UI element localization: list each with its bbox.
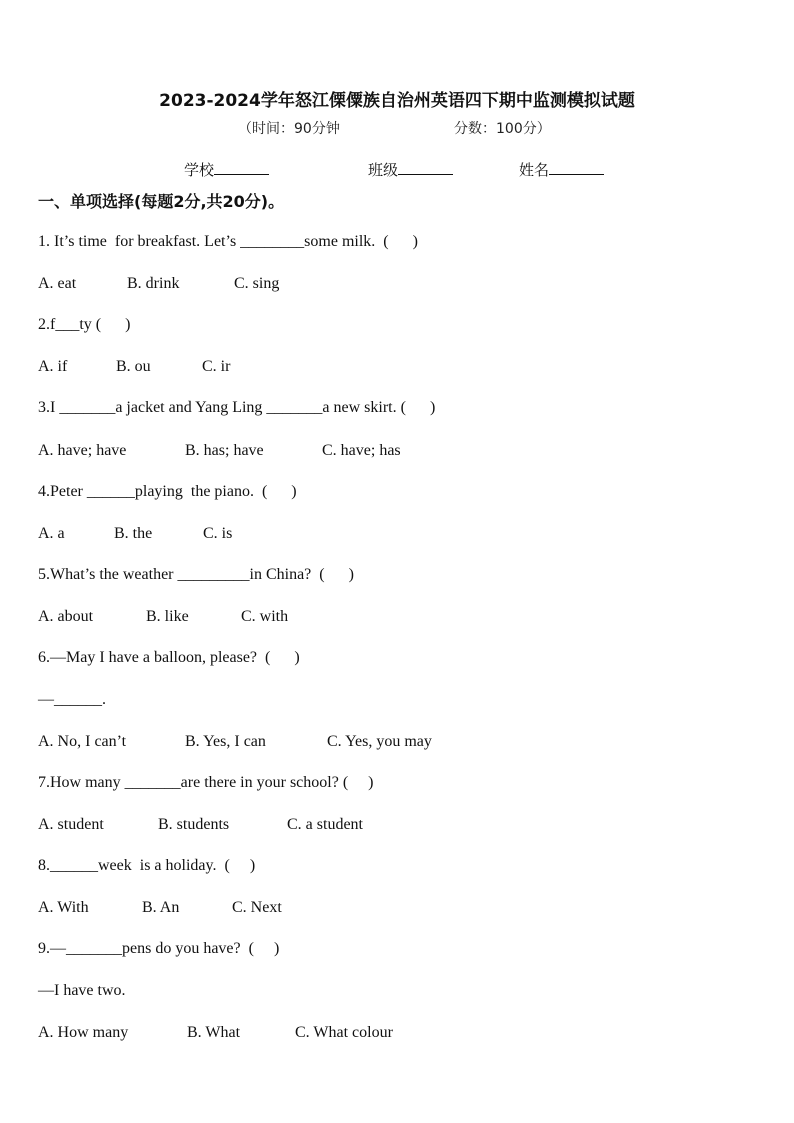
option-a[interactable]: A. With [38, 899, 89, 916]
option-a[interactable]: A. eat [38, 275, 77, 292]
exam-time: （时间：90分钟 [238, 121, 340, 137]
question-2: 2.f___ty ( ) [38, 316, 131, 333]
option-b[interactable]: B. ou [116, 358, 151, 375]
option-c[interactable]: C. ir [202, 358, 231, 375]
option-b[interactable]: B. Yes, I can [185, 733, 266, 750]
option-c[interactable]: C. Yes, you may [327, 733, 432, 750]
section-heading: 一、单项选择(每题2分,共20分)。 [38, 192, 285, 211]
exam-score: 分数：100分） [454, 121, 551, 137]
option-b[interactable]: B. drink [127, 275, 180, 292]
question-3: 3.I _______a jacket and Yang Ling _______a new skirt. ( ) [38, 399, 436, 416]
name-blank[interactable] [549, 160, 604, 175]
question-1: 1. It’s time for breakfast. Let’s ________some milk. ( ) [38, 233, 418, 250]
option-c[interactable]: C. What colour [295, 1024, 393, 1041]
option-a[interactable]: A. a [38, 525, 65, 542]
option-a[interactable]: A. student [38, 816, 104, 833]
option-c[interactable]: C. a student [287, 816, 363, 833]
class-field[interactable] [368, 159, 453, 180]
option-b[interactable]: B. An [142, 899, 180, 916]
question-5: 5.What’s the weather _________in China? ( ) [38, 566, 354, 583]
option-b[interactable]: B. the [114, 525, 153, 542]
option-c[interactable]: C. is [203, 525, 233, 542]
option-c[interactable]: C. Next [232, 899, 282, 916]
option-c[interactable]: C. have; has [322, 442, 401, 459]
school-field[interactable] [184, 159, 269, 180]
question-8: 8.______week is a holiday. ( ) [38, 857, 256, 874]
question-7: 7.How many _______are there in your school? ( ) [38, 774, 374, 791]
option-b[interactable]: B. What [187, 1024, 241, 1041]
question-9: 9.—_______pens do you have? ( ) [38, 940, 280, 957]
question-6-response: —______. [38, 691, 106, 708]
option-a[interactable]: A. have; have [38, 442, 127, 459]
exam-title: 2023-2024学年怒江傈僳族自治州英语四下期中监测模拟试题 [159, 91, 635, 111]
question-9-response: —I have two. [38, 982, 126, 999]
option-c[interactable]: C. with [241, 608, 289, 625]
option-a[interactable]: A. How many [38, 1024, 129, 1041]
option-c[interactable]: C. sing [234, 275, 280, 292]
option-a[interactable]: A. No, I can’t [38, 733, 127, 750]
name-label: 姓名 [519, 161, 550, 179]
option-b[interactable]: B. students [158, 816, 230, 833]
option-a[interactable]: A. if [38, 358, 68, 375]
question-4: 4.Peter ______playing the piano. ( ) [38, 483, 297, 500]
class-label: 班级 [368, 161, 399, 179]
question-6: 6.—May I have a balloon, please? ( ) [38, 649, 300, 666]
name-field[interactable] [519, 159, 604, 180]
school-blank[interactable] [214, 160, 269, 175]
class-blank[interactable] [398, 160, 453, 175]
option-a[interactable]: A. about [38, 608, 94, 625]
option-b[interactable]: B. has; have [185, 442, 264, 459]
option-b[interactable]: B. like [146, 608, 189, 625]
school-label: 学校 [184, 161, 215, 179]
